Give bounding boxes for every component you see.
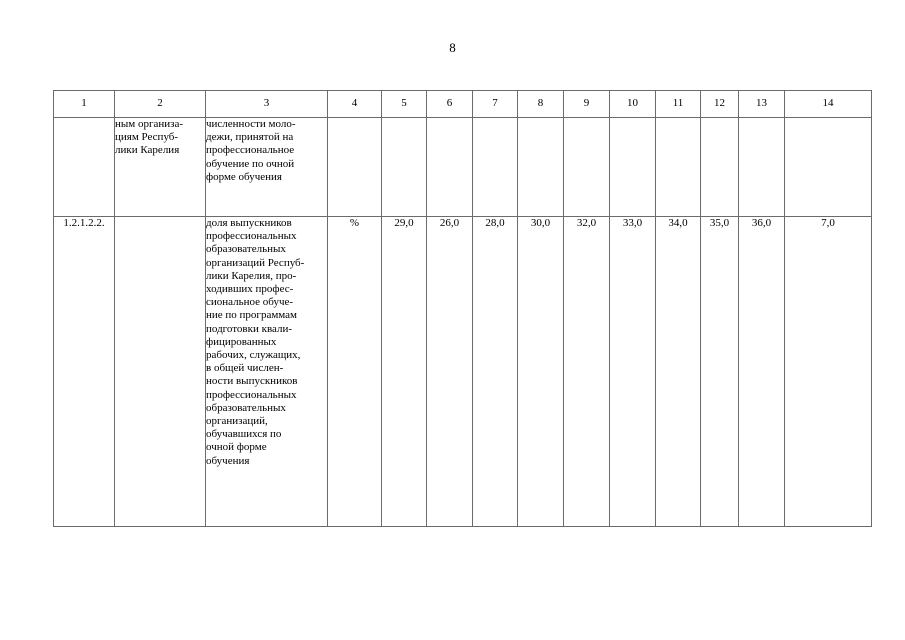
value-cell: 29,0 (382, 217, 427, 527)
value-cell: 30,0 (518, 217, 564, 527)
value-cell: 33,0 (610, 217, 656, 527)
indicators-table (53, 90, 872, 527)
indicator-cell-continuation: численности моло- дежи, принятой на профессиональное обучение по очной форме обучения (206, 118, 328, 217)
table-row-continuation (54, 118, 872, 217)
indicator-description-cell: доля выпускников профессиональных образовательных организаций Респуб- лики Карелия, про- ходивших профес- сиональное обуче- ние по программам подготовки квали- фицированных рабочих, служащих, в общей числен- ности выпускников профессиональных образовательных организаций, обучавшихся по очной форме обучения (206, 217, 328, 527)
empty-cell (739, 118, 785, 217)
value-cell: 34,0 (656, 217, 701, 527)
table-row-indicator (54, 217, 872, 527)
indicator-code-cell: 1.2.1.2.2. (54, 217, 115, 527)
empty-cell (785, 118, 872, 217)
value-cell: 35,0 (701, 217, 739, 527)
empty-cell (427, 118, 473, 217)
column-header: 11 (656, 91, 701, 118)
empty-cell (564, 118, 610, 217)
column-header: 9 (564, 91, 610, 118)
code-cell-empty (54, 118, 115, 217)
table-header-row (54, 91, 872, 118)
column-header: 14 (785, 91, 872, 118)
column-header: 13 (739, 91, 785, 118)
column-header: 2 (115, 91, 206, 118)
column-header: 8 (518, 91, 564, 118)
page-number: 8 (449, 40, 456, 55)
column-header: 12 (701, 91, 739, 118)
empty-cell (656, 118, 701, 217)
value-cell: 32,0 (564, 217, 610, 527)
value-cell: 28,0 (473, 217, 518, 527)
column-header: 1 (54, 91, 115, 118)
column-header: 3 (206, 91, 328, 118)
value-cell: 26,0 (427, 217, 473, 527)
empty-cell (473, 118, 518, 217)
column-header: 4 (328, 91, 382, 118)
column-header: 10 (610, 91, 656, 118)
column-header: 5 (382, 91, 427, 118)
empty-cell (382, 118, 427, 217)
value-cell: 7,0 (785, 217, 872, 527)
column-header: 6 (427, 91, 473, 118)
recipient-cell-empty (115, 217, 206, 527)
unit-cell: % (328, 217, 382, 527)
value-cell: 36,0 (739, 217, 785, 527)
column-header: 7 (473, 91, 518, 118)
empty-cell (328, 118, 382, 217)
empty-cell (701, 118, 739, 217)
empty-cell (518, 118, 564, 217)
empty-cell (610, 118, 656, 217)
recipient-cell: ным организа- циям Респуб- лики Карелия (115, 118, 206, 217)
